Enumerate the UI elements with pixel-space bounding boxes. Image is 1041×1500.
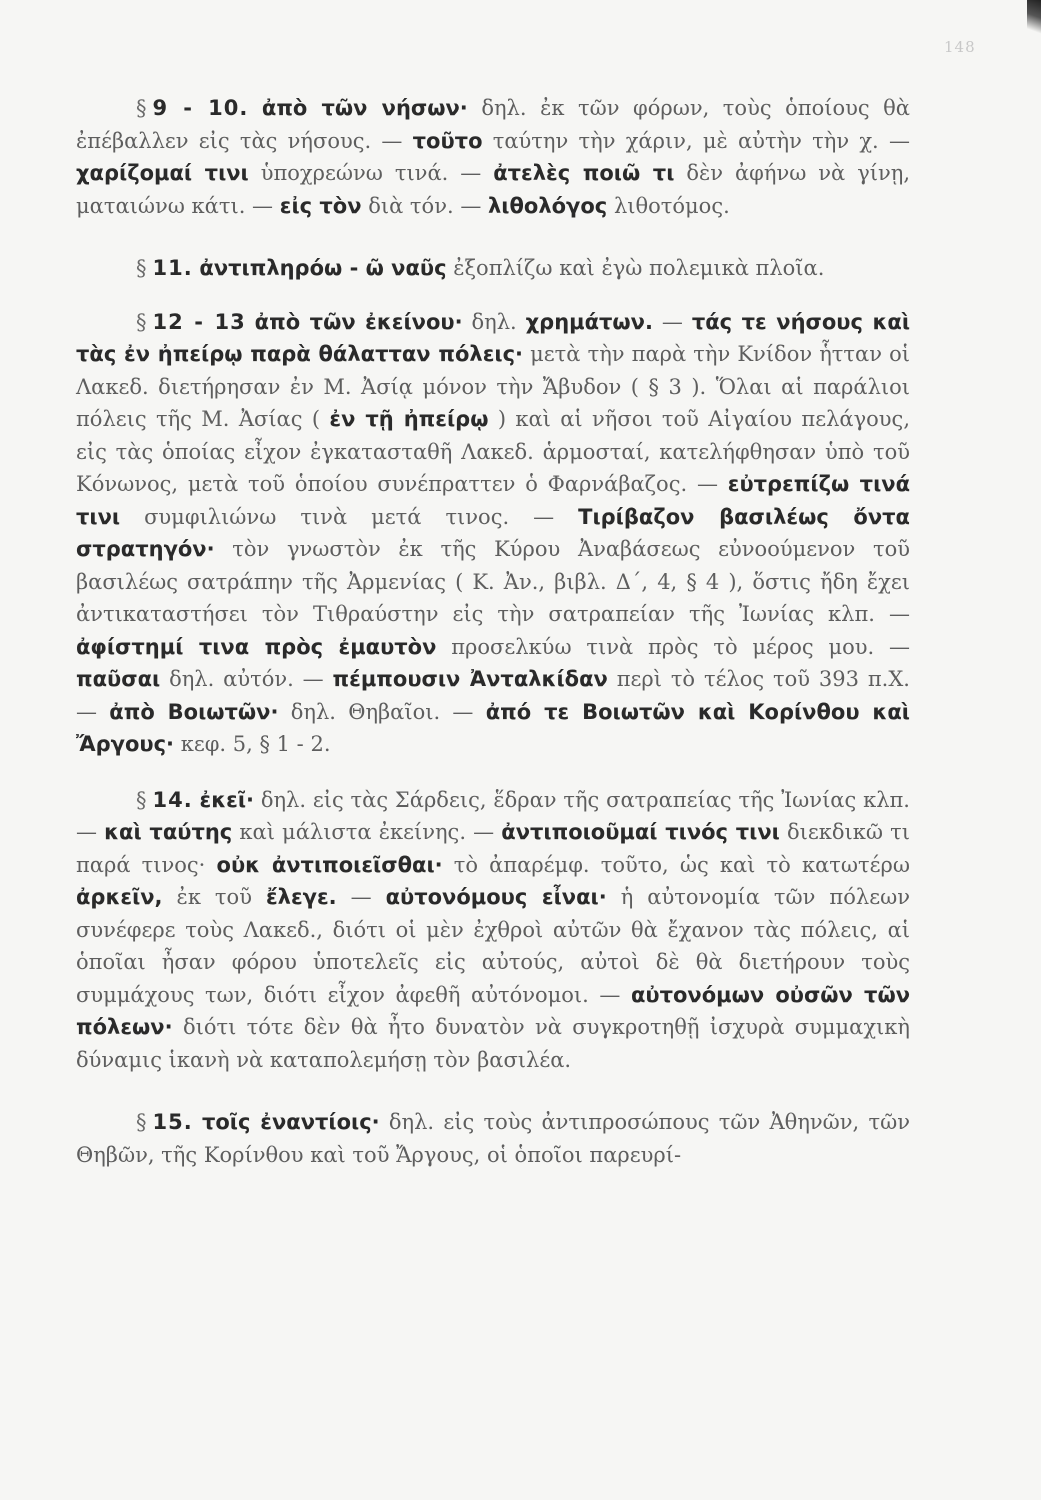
lemma-term: ἀφίστημί τινα πρὸς ἐμαυτὸν [76,634,437,659]
gloss-text: καὶ μάλιστα ἐκείνης. — [239,820,495,844]
lemma-term: λιθολόγος [488,193,608,218]
lemma-term: ἀπὸ τῶν νήσων· [261,96,468,120]
lemma-term: εἰς τὸν [279,193,362,218]
gloss-text: περὶ τὸ τέλος τοῦ 393 π.Χ. — [76,667,910,724]
gloss-text: δηλ. εἰς τὰς Σάρδεις, ἕδραν τῆς σατραπείας τῆς Ἰωνίας κλπ. — [76,787,910,844]
paragraph-section-9-10 [76,92,910,222]
gloss-text: ἐκ τοῦ [176,885,252,909]
lemma-term: τοῖς ἐναντίοις· [201,1110,380,1134]
section-sign: § [136,1110,147,1134]
lemma-term: αὐτονόμων οὐσῶν τῶν πόλεων· [76,982,910,1039]
gloss-text: δηλ. εἰς τοὺς ἀντιπροσώπους τῶν Ἀθηνῶν, τῶν Θηβῶν, τῆς Κορίνθου καὶ τοῦ Ἄργους, οἱ ὁποῖοι παρευρί- [76,1110,910,1167]
lemma-term: οὐκ ἀντιποιεῖσθαι· [216,852,443,877]
lemma-term: ἀπό τε Βοιωτῶν καὶ Κορίνθου καὶ Ἄργους· [76,699,910,756]
section-number-text: 15. [152,1110,193,1134]
lemma-term: αὐτονόμους εἶναι· [385,885,607,909]
lemma-term: ἀπὸ Βοιωτῶν· [109,699,279,724]
section-number [136,256,193,280]
gloss-text: δηλ. αὐτόν. — [169,667,324,691]
paragraph-section-12-13 [76,306,910,761]
gloss-text: λιθοτόμος. [613,193,730,218]
lemma-term: ἐν τῇ ἠπείρῳ [329,407,489,431]
commentary-body [76,92,910,1171]
gloss-text: ) καὶ αἱ νῆσοι τοῦ Αἰγαίου πελάγους, εἰς τὰς ὁποίας εἶχον ἐγκατασταθῆ Λακεδ. ἁρμοσταί, κατελήφθησαν ὑπὸ τοῦ Κόνωνος, μετὰ τοῦ ὁποίου συνέπραττεν ὁ Φαρνάβαζος. — [76,407,910,496]
section-sign: § [136,309,147,334]
lemma-term: Τιρίβαζον βασιλέως ὄντα στρατηγόν· [76,504,910,561]
gloss-text: ἡ αὐτονομία τῶν πόλεων συνέφερε τοὺς Λακεδ., διότι οἱ μὲν ἐχθροὶ αὐτῶν θὰ ἔχανον τὰς πόλεις, αἱ ὁποῖαι ἦσαν φόρου ὑποτελεῖς εἰς αὐτούς, αὐτοὶ δὲ θὰ διετήρουν τοὺς συμμάχους των, διότι εἶχον ἀφεθῆ αὐτόνομοι. — [76,885,910,1007]
gloss-text: κεφ. 5, § 1 - 2. [180,732,331,756]
lemma-term: ἀρκεῖν, [76,885,163,909]
gloss-text: δηλ. ἐκ τῶν φόρων, τοὺς ὁποίους θὰ ἐπέβαλλεν εἰς τὰς νήσους. — [76,96,910,153]
section-number [136,788,193,812]
lemma-term: ἀντιπληρόω - ῶ ναῦς [199,256,447,280]
paragraph-section-14 [76,784,910,1077]
lemma-term: ἔλεγε. [265,885,337,909]
lemma-term: καὶ ταύτης [104,820,233,844]
gloss-text: τὸν γνωστὸν ἐκ τῆς Κύρου Ἀναβάσεως εὐνοούμενον τοῦ βασιλέως σατράπην τῆς Ἀρμενίας ( Κ. Ἀν., βιβλ. Δ΄, 4, § 4 ), ὅστις ἤδη ἔχει ἀντικαταστήσει τὸν Τιθραύστην εἰς τὴν σατραπείαν τῆς Ἰωνίας κλπ. — [76,537,910,626]
section-number-text: 14. [152,787,193,812]
page-number: 148 [944,38,976,56]
gloss-text: — [350,885,372,909]
gloss-text: ταύτην τὴν χάριν, μὲ αὐτὴν τὴν χ. — [492,128,910,153]
section-sign: § [136,96,147,120]
lemma-term: ἀπὸ τῶν ἐκείνου· [254,309,463,334]
lemma-term: χαρίζομαί τινι [76,161,249,185]
section-sign: § [136,787,147,812]
gloss-text: δηλ. [471,309,517,334]
gloss-text: διότι τότε δὲν θὰ ἦτο δυνατὸν νὰ συγκροτηθῇ ἰσχυρὰ συμμαχικὴ δύναμις ἱκανὴ νὰ καταπολεμήσῃ τὸν βασιλέα. [76,1015,910,1072]
gloss-text: διὰ τόν. — [368,193,482,218]
section-number-text: 9 - 10. [152,96,249,120]
gloss-text: προσελκύω τινὰ πρὸς τὸ μέρος μου. — [451,634,910,659]
lemma-term: παῦσαι [76,667,161,691]
gloss-text: τὸ ἀπαρέμφ. τοῦτο, ὡς καὶ τὸ κατωτέρω [453,852,910,877]
lemma-term: χρημάτων. [525,309,653,334]
gloss-text: ἐξοπλίζω καὶ ἐγὼ πολεμικὰ πλοῖα. [453,256,825,280]
lemma-term: τάς τε νήσους καὶ τὰς ἐν ἠπείρῳ παρὰ θάλατταν πόλεις· [76,309,911,366]
gloss-text: ὑποχρεώνω τινά. — [260,161,482,185]
section-number [136,96,248,120]
lemma-term: τοῦτο [412,128,483,153]
gloss-text: δηλ. Θηβαῖοι. — [290,699,474,724]
paragraph-section-15 [76,1106,910,1171]
lemma-term: ἀτελὲς ποιῶ τι [493,161,675,185]
section-number-text: 12 - 13 [152,309,246,334]
lemma-term: πέμπουσιν Ἀνταλκίδαν [332,667,608,691]
gloss-text: — [661,309,683,334]
gloss-text: διεκδικῶ τι παρά τινος· [76,820,910,877]
section-number [136,310,246,334]
paragraph-section-11 [76,252,910,285]
section-number-text: 11. [152,256,193,280]
page-edge-shadow [1027,0,1041,40]
section-number [136,1110,193,1134]
lemma-term: ἀντιποιοῦμαί τινός τινι [501,820,780,844]
lemma-term: ἐκεῖ· [199,787,254,812]
section-sign: § [136,256,147,280]
gloss-text: συμφιλιώνω τινὰ μετά τινος. — [144,504,555,529]
gloss-text: μετὰ τὴν παρὰ τὴν Κνίδον ἧτταν οἱ Λακεδ. διετήρησαν ἐν Μ. Ἀσίᾳ μόνον τὴν Ἄβυδον ( § 3 ). Ὅλαι αἱ παράλιοι πόλεις τῆς Μ. Ἀσίας ( [76,342,910,431]
gloss-text: δὲν ἀφήνω νὰ γίνῃ, ματαιώνω κάτι. — [76,161,910,218]
lemma-term: εὐτρεπίζω τινά τινι [76,472,910,529]
